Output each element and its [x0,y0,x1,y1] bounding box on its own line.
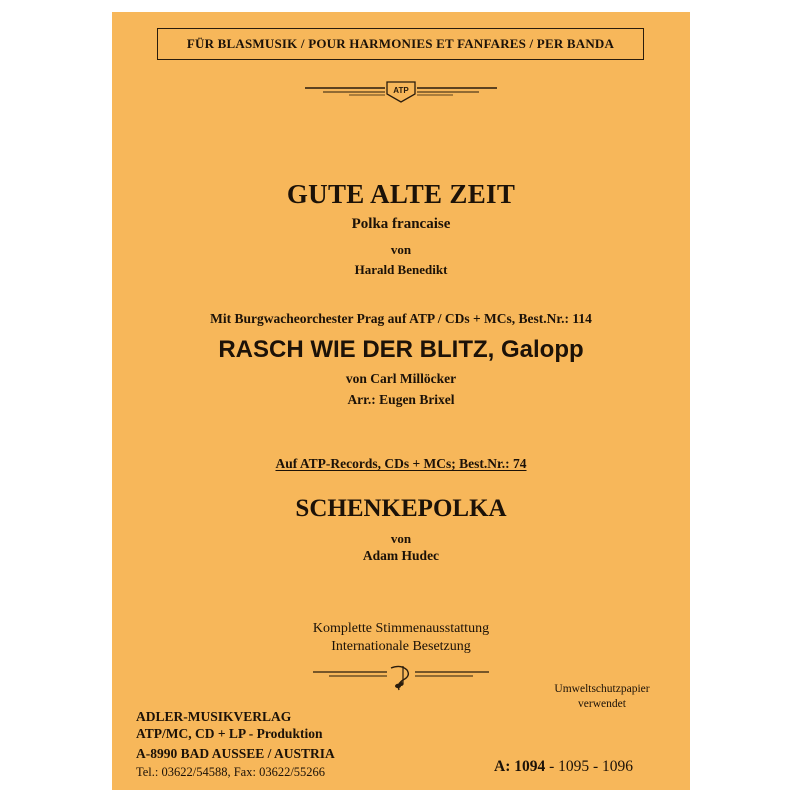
piece1-subtitle: Polka francaise [351,216,451,232]
piece2-title: RASCH WIE DER BLITZ, Galopp [218,336,584,363]
paper-note-line2: verwendet [578,698,626,710]
piece2-composer: von Carl Millöcker [345,371,457,386]
piece3-recording-text: Auf ATP-Records, CDs + MCs; Best.Nr.: 74 [275,456,527,471]
piece2-recording: Mit Burgwacheorchester Prag auf ATP / CDs + MCs, Best.Nr.: 114 [210,311,592,326]
publisher-contact: Tel.: 03622/54588, Fax: 03622/55266 [136,765,326,779]
paper-note-line1: Umweltschutzpapier [554,683,650,695]
cover-page [112,12,690,790]
header-text: FÜR BLASMUSIK / POUR HARMONIES ET FANFARES / PER BANDA [186,36,615,51]
publisher-name: ADLER-MUSIKVERLAG [136,709,292,724]
catalog-main: A: 1094 [494,758,546,775]
paper-note [532,682,672,712]
piece3-recording [112,456,690,472]
catalog-rest: - 1095 - 1096 [545,758,634,775]
piece1-composer: Harald Benedikt [354,262,448,277]
piece1-title: GUTE ALTE ZEIT [286,179,516,209]
info-line-1: Komplette Stimmenausstattung [312,621,490,636]
atp-winged-logo-icon [301,78,501,104]
piece3-title: SCHENKEPOLKA [295,495,507,522]
catalog-number [494,758,633,776]
piece3-von: von [390,531,412,546]
publisher-address: A-8990 BAD AUSSEE / AUSTRIA [136,746,335,761]
piece2-arranger: Arr.: Eugen Brixel [347,392,455,407]
header-banner [157,28,644,60]
music-ornament-icon [311,662,491,692]
piece3-composer: Adam Hudec [362,548,440,563]
info-line-2: Internationale Besetzung [331,639,471,654]
piece1-von: von [390,242,412,257]
atp-logo-text: ATP [393,86,409,95]
publisher-production: ATP/MC, CD + LP - Produktion [136,726,323,741]
